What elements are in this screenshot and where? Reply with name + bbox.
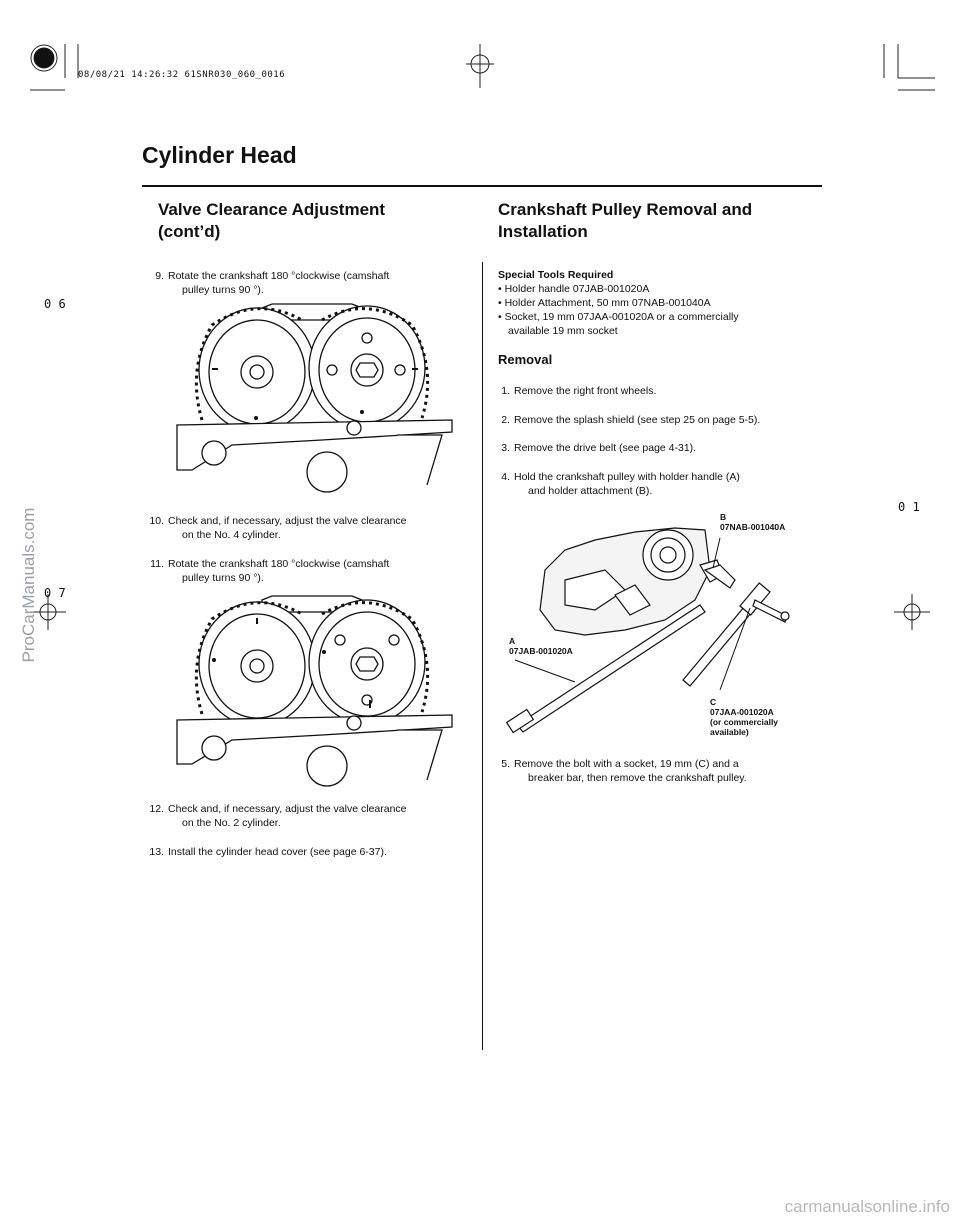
callout-c-letter: C <box>710 697 717 707</box>
watermark: ProCarManuals.com <box>19 507 38 663</box>
callout-a <box>509 636 573 656</box>
print-timestamp: 08/08/21 14:26:32 61SNR030_060_0016 <box>78 70 286 80</box>
callout-c <box>710 697 778 737</box>
callout-b-letter: B <box>720 512 727 522</box>
right-section-heading: Crankshaft Pulley Removal and Installation <box>498 200 753 241</box>
crop-number-c: 0 7 <box>44 586 66 600</box>
callout-c-part: 07JAA-001020A <box>710 707 774 717</box>
callout-a-letter: A <box>509 636 516 646</box>
removal-heading: Removal <box>498 352 553 367</box>
special-tool-item: • Holder handle 07JAB-001020A <box>498 283 650 295</box>
left-section-heading: Valve Clearance Adjustment (cont’d) <box>158 200 386 241</box>
crop-number-a: 0 6 <box>44 297 66 311</box>
special-tools-heading: Special Tools Required <box>498 269 614 281</box>
crop-number-b: 0 1 <box>898 500 920 514</box>
camshaft-diagram-step-9 <box>172 300 462 495</box>
special-tool-item: • Holder Attachment, 50 mm 07NAB-001040A <box>498 297 711 309</box>
special-tools-block <box>498 268 818 338</box>
special-tool-item-cont: available 19 mm socket <box>508 325 618 337</box>
callout-c-line2: (or commercially <box>710 717 779 727</box>
special-tool-item: • Socket, 19 mm 07JAA-001020A or a commercially <box>498 311 739 323</box>
column-divider <box>482 262 483 1050</box>
footer-site: carmanualsonline.info <box>784 1197 950 1216</box>
callout-a-part: 07JAB-001020A <box>509 646 573 656</box>
callout-c-line3: available) <box>710 727 749 737</box>
callout-b <box>720 512 785 532</box>
camshaft-diagram-step-11 <box>172 592 462 787</box>
callout-b-part: 07NAB-001040A <box>720 522 786 532</box>
title-rule <box>142 185 822 187</box>
page-title: Cylinder Head <box>142 142 297 168</box>
